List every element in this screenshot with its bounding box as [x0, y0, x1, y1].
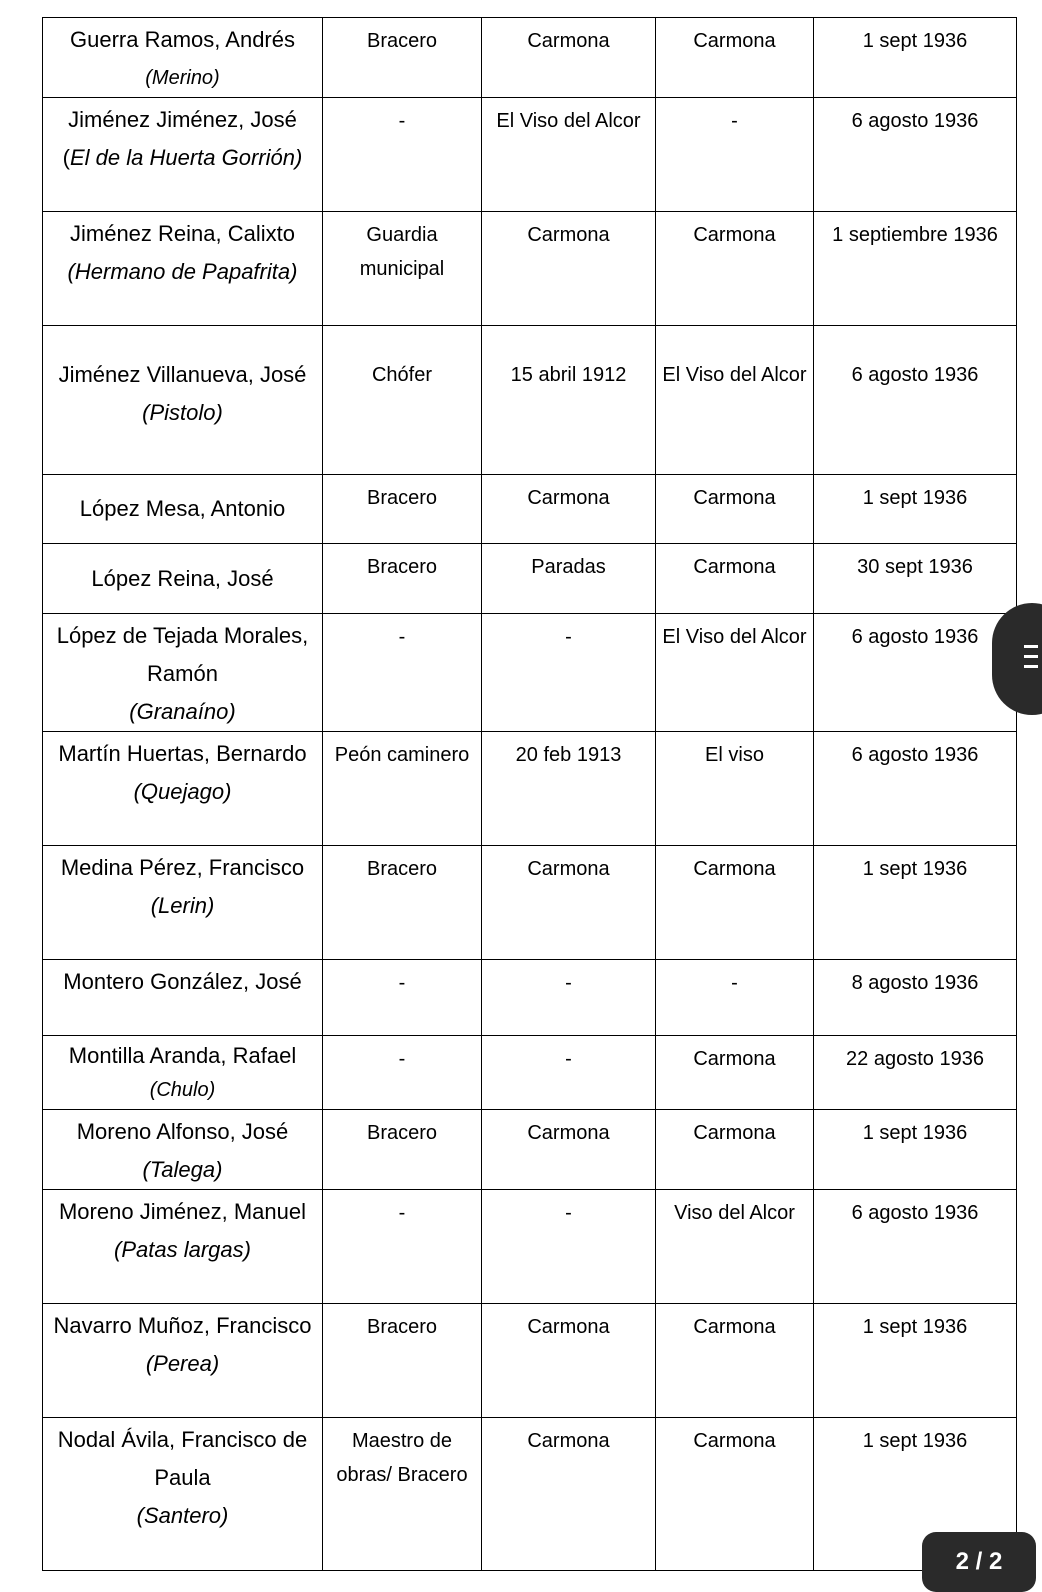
- residence-cell: Carmona: [656, 475, 814, 544]
- person-name: López Reina, José: [91, 565, 274, 591]
- occupation-cell: -: [323, 98, 482, 212]
- table-row: [43, 326, 1017, 475]
- nickname: (Pistolo): [142, 400, 223, 425]
- name-cell: [43, 326, 323, 475]
- birthplace-cell: Carmona: [482, 846, 656, 960]
- birthplace-cell: Carmona: [482, 475, 656, 544]
- person-name: Moreno Jiménez, Manuel: [58, 1199, 306, 1224]
- nickname: (Patas largas): [114, 1237, 251, 1262]
- residence-cell: Carmona: [656, 1110, 814, 1190]
- menu-icon: [1024, 645, 1038, 675]
- table-row: [43, 544, 1017, 614]
- date-cell: 1 sept 1936: [814, 18, 1017, 98]
- person-name: Montero González, José: [63, 969, 302, 994]
- page-indicator: [922, 1532, 1036, 1592]
- date-cell: 1 sept 1936: [814, 475, 1017, 544]
- residence-cell: -: [656, 960, 814, 1036]
- residence-cell: Carmona: [656, 212, 814, 326]
- birthplace-cell: Paradas: [482, 544, 656, 614]
- residence-cell: Viso del Alcor: [656, 1190, 814, 1304]
- person-name: Guerra Ramos, Andrés: [70, 27, 295, 52]
- table-row: [43, 18, 1017, 98]
- name-cell: [43, 614, 323, 732]
- occupation-cell: Bracero: [323, 544, 482, 614]
- occupation-cell: Bracero: [323, 475, 482, 544]
- name-cell: [43, 1110, 323, 1190]
- birthplace-cell: Carmona: [482, 1304, 656, 1418]
- name-cell: [43, 732, 323, 846]
- table-row: [43, 1304, 1017, 1418]
- nickname: (Hermano de Papafrita): [67, 259, 298, 284]
- nickname: (Talega): [142, 1157, 223, 1182]
- birthplace-cell: 15 abril 1912: [482, 326, 656, 475]
- table-row: [43, 98, 1017, 212]
- name-cell: [43, 544, 323, 614]
- name-cell: [43, 846, 323, 960]
- name-cell: [43, 1190, 323, 1304]
- date-cell: 1 septiembre 1936: [814, 212, 1017, 326]
- date-cell: 22 agosto 1936: [814, 1036, 1017, 1110]
- person-name: Moreno Alfonso, José: [76, 1119, 289, 1144]
- birthplace-cell: Carmona: [482, 1110, 656, 1190]
- residence-cell: Carmona: [656, 1418, 814, 1571]
- nickname: (Chulo): [149, 1079, 216, 1101]
- residence-cell: Carmona: [656, 18, 814, 98]
- residence-cell: El Viso del Alcor: [656, 326, 814, 475]
- name-cell: [43, 98, 323, 212]
- birthplace-cell: Carmona: [482, 1418, 656, 1571]
- residence-cell: Carmona: [656, 544, 814, 614]
- occupation-cell: -: [323, 1190, 482, 1304]
- date-cell: 1 sept 1936: [814, 1110, 1017, 1190]
- occupation-cell: Bracero: [323, 1110, 482, 1190]
- table-row: [43, 1036, 1017, 1110]
- occupation-cell: Peón caminero: [323, 732, 482, 846]
- date-cell: 6 agosto 1936: [814, 614, 1017, 732]
- nickname: (Lerin): [150, 893, 215, 918]
- birthplace-cell: -: [482, 960, 656, 1036]
- residence-cell: Carmona: [656, 1304, 814, 1418]
- nickname: (Merino): [145, 67, 220, 89]
- date-cell: 30 sept 1936: [814, 544, 1017, 614]
- record-table: [42, 17, 1017, 1571]
- date-cell: 1 sept 1936: [814, 846, 1017, 960]
- table-row: [43, 475, 1017, 544]
- date-cell: 1 sept 1936: [814, 1304, 1017, 1418]
- occupation-cell: Bracero: [323, 846, 482, 960]
- occupation-cell: Bracero: [323, 18, 482, 98]
- occupation-cell: Guardia municipal: [323, 212, 482, 326]
- residence-cell: El Viso del Alcor: [656, 614, 814, 732]
- person-name: Medina Pérez, Francisco: [60, 855, 305, 880]
- page-indicator-text: 2 / 2: [955, 1548, 1003, 1575]
- person-name: Jiménez Villanueva, José: [58, 362, 307, 387]
- person-name: Jiménez Jiménez, José: [68, 107, 297, 132]
- table-row: [43, 1418, 1017, 1571]
- occupation-cell: -: [323, 614, 482, 732]
- nickname: (Perea): [145, 1351, 220, 1376]
- name-cell: [43, 1036, 323, 1110]
- table-row: [43, 960, 1017, 1036]
- birthplace-cell: Carmona: [482, 212, 656, 326]
- residence-cell: Carmona: [656, 1036, 814, 1110]
- date-cell: 6 agosto 1936: [814, 1190, 1017, 1304]
- person-name: Jiménez Reina, Calixto: [70, 221, 295, 246]
- name-cell: [43, 18, 323, 98]
- person-name: Navarro Muñoz, Francisco: [53, 1313, 312, 1338]
- date-cell: 6 agosto 1936: [814, 326, 1017, 475]
- birthplace-cell: -: [482, 614, 656, 732]
- person-name: López de Tejada Morales, Ramón: [56, 623, 309, 686]
- table-row: [43, 614, 1017, 732]
- date-cell: 6 agosto 1936: [814, 732, 1017, 846]
- birthplace-cell: Carmona: [482, 18, 656, 98]
- occupation-cell: Maestro de obras/ Bracero: [323, 1418, 482, 1571]
- table-row: [43, 1110, 1017, 1190]
- birthplace-cell: 20 feb 1913: [482, 732, 656, 846]
- residence-cell: Carmona: [656, 846, 814, 960]
- birthplace-cell: -: [482, 1036, 656, 1110]
- date-cell: 8 agosto 1936: [814, 960, 1017, 1036]
- nickname: (Granaíno): [129, 699, 236, 724]
- residence-cell: -: [656, 98, 814, 212]
- table-row: [43, 846, 1017, 960]
- name-cell: [43, 1418, 323, 1571]
- name-cell: [43, 1304, 323, 1418]
- person-name: Montilla Aranda, Rafael: [68, 1043, 297, 1068]
- residence-cell: El viso: [656, 732, 814, 846]
- occupation-cell: -: [323, 1036, 482, 1110]
- name-cell: [43, 212, 323, 326]
- name-cell: [43, 960, 323, 1036]
- nickname: El de la Huerta Gorrión): [70, 145, 303, 170]
- side-menu-button[interactable]: [992, 603, 1042, 715]
- date-cell: 1 sept 1936: [814, 1418, 1017, 1571]
- person-name: Nodal Ávila, Francisco de Paula: [57, 1427, 308, 1490]
- person-name: Martín Huertas, Bernardo: [58, 741, 307, 766]
- nickname: (Quejago): [133, 779, 232, 804]
- birthplace-cell: El Viso del Alcor: [482, 98, 656, 212]
- birthplace-cell: -: [482, 1190, 656, 1304]
- occupation-cell: Bracero: [323, 1304, 482, 1418]
- nickname-open-paren: (: [62, 145, 70, 170]
- table-row: [43, 212, 1017, 326]
- occupation-cell: -: [323, 960, 482, 1036]
- nickname: (Santero): [136, 1503, 229, 1528]
- date-cell: 6 agosto 1936: [814, 98, 1017, 212]
- occupation-cell: Chófer: [323, 326, 482, 475]
- person-name: López Mesa, Antonio: [79, 496, 286, 521]
- table-row: [43, 732, 1017, 846]
- table-row: [43, 1190, 1017, 1304]
- name-cell: [43, 475, 323, 544]
